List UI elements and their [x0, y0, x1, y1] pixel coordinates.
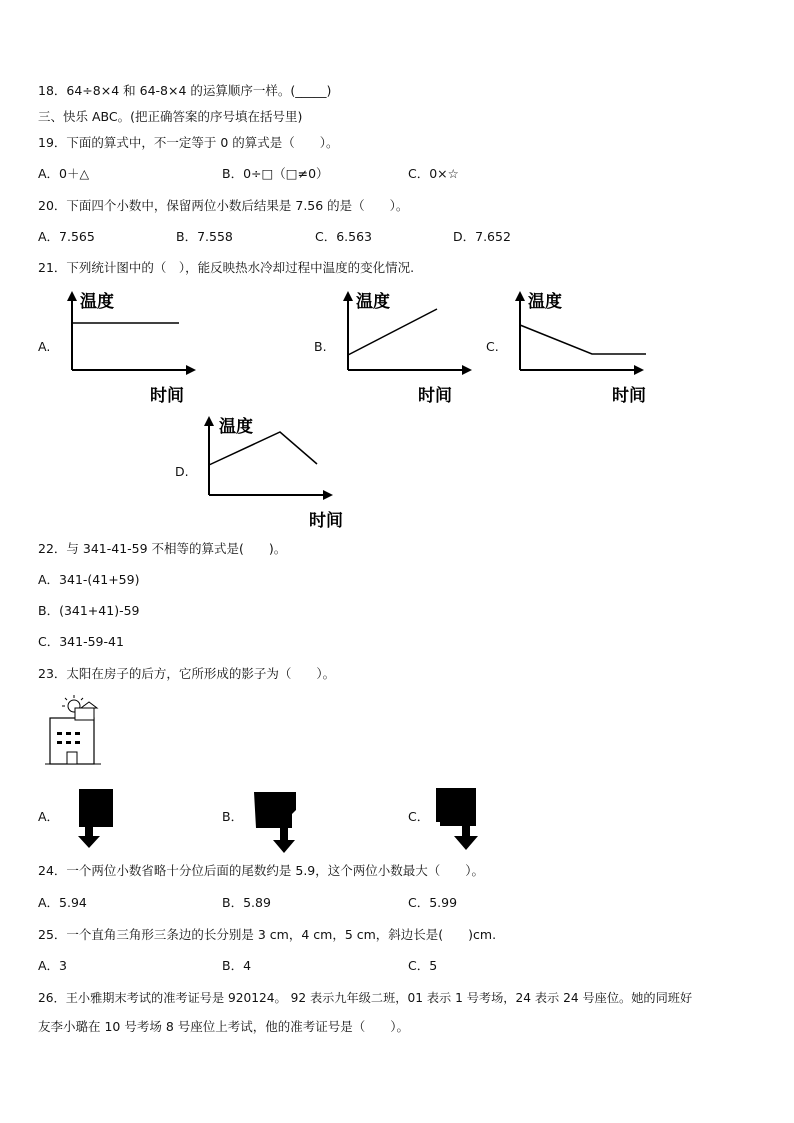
section-heading: 三、快乐 ABC。(把正确答案的序号填在括号里): [38, 109, 303, 124]
graph-a-ylabel: 温度: [80, 292, 114, 312]
q20-option-c: C．6.563: [315, 229, 373, 244]
question-24-stem: 24．一个两位小数省略十分位后面的尾数约是 5.9，这个两位小数最大（ ）。: [38, 863, 485, 878]
q22-option-a: A．341-(41+59): [38, 572, 140, 587]
q25-option-c: C．5: [408, 958, 438, 973]
q23-shadow-c: [432, 784, 492, 854]
q24-option-c: C．5.99: [408, 895, 458, 910]
q19-option-b: B．0÷□（□≠0）: [222, 166, 329, 181]
q22-option-c: C．341-59-41: [38, 634, 124, 649]
q23-option-b-label: B．: [222, 809, 244, 824]
q21-graph-c: [508, 285, 658, 410]
q20-option-b: B．7.558: [176, 229, 233, 244]
question-19-stem: 19．下面的算式中，不一定等于 0 的算式是（ ）。: [38, 135, 339, 150]
q25-option-b: B．4: [222, 958, 252, 973]
q21-option-a-label: A.: [38, 339, 51, 354]
graph-a-xlabel: 时间: [150, 386, 184, 406]
q23-option-a-label: A．: [38, 809, 60, 824]
question-26-line-1: 26．王小雅期末考试的准考证号是 920124。 92 表示九年级二班，01 表示 1 号考场，24 表示 24 号座位。她的同班好: [38, 991, 693, 1005]
q20-option-a: A．7.565: [38, 229, 95, 244]
q21-graph-d: [197, 410, 347, 535]
graph-d-xlabel: 时间: [309, 511, 343, 531]
q21-option-b-label: B.: [314, 339, 327, 354]
q23-option-c-label: C．: [408, 809, 430, 824]
q24-option-a: A．5.94: [38, 895, 87, 910]
q20-option-d: D．7.652: [453, 229, 511, 244]
graph-b-ylabel: 温度: [356, 292, 390, 312]
question-21-stem: 21．下列统计图中的（ ），能反映热水冷却过程中温度的变化情况.: [38, 260, 415, 275]
question-23-stem: 23．太阳在房子的后方，它所形成的影子为（ ）。: [38, 666, 336, 681]
q23-shadow-b: [252, 786, 302, 856]
graph-c-ylabel: 温度: [528, 292, 562, 312]
graph-c-xlabel: 时间: [612, 386, 646, 406]
question-22-stem: 22．与 341-41-59 不相等的算式是( )。: [38, 541, 287, 556]
q21-option-d-label: D.: [175, 464, 189, 479]
graph-b-line: [348, 309, 437, 355]
graph-d-ylabel: 温度: [219, 417, 253, 437]
q21-graph-a: [60, 285, 210, 410]
q24-option-b: B．5.89: [222, 895, 271, 910]
q21-graph-b: [336, 285, 486, 410]
question-25-stem: 25．一个直角三角形三条边的长分别是 3 cm，4 cm，5 cm，斜边长是( )cm.: [38, 927, 497, 942]
graph-c-line: [520, 325, 646, 354]
question-26-line-2: 友李小璐在 10 号考场 8 号座位上考试，他的准考证号是（ ）。: [38, 1019, 410, 1034]
q19-option-a: A．0＋△: [38, 166, 90, 181]
graph-b-xlabel: 时间: [418, 386, 452, 406]
q21-option-c-label: C.: [486, 339, 499, 354]
q22-option-b: B．(341+41)-59: [38, 603, 140, 618]
q23-shadow-a: [76, 786, 126, 852]
house-with-sun-illustration: [45, 694, 105, 768]
q19-option-c: C．0×☆: [408, 166, 459, 181]
question-20-stem: 20．下面四个小数中，保留两位小数后结果是 7.56 的是（ ）。: [38, 198, 409, 213]
q25-option-a: A．3: [38, 958, 68, 973]
question-18: 18．64÷8×4 和 64-8×4 的运算顺序一样。(_____): [38, 83, 332, 98]
